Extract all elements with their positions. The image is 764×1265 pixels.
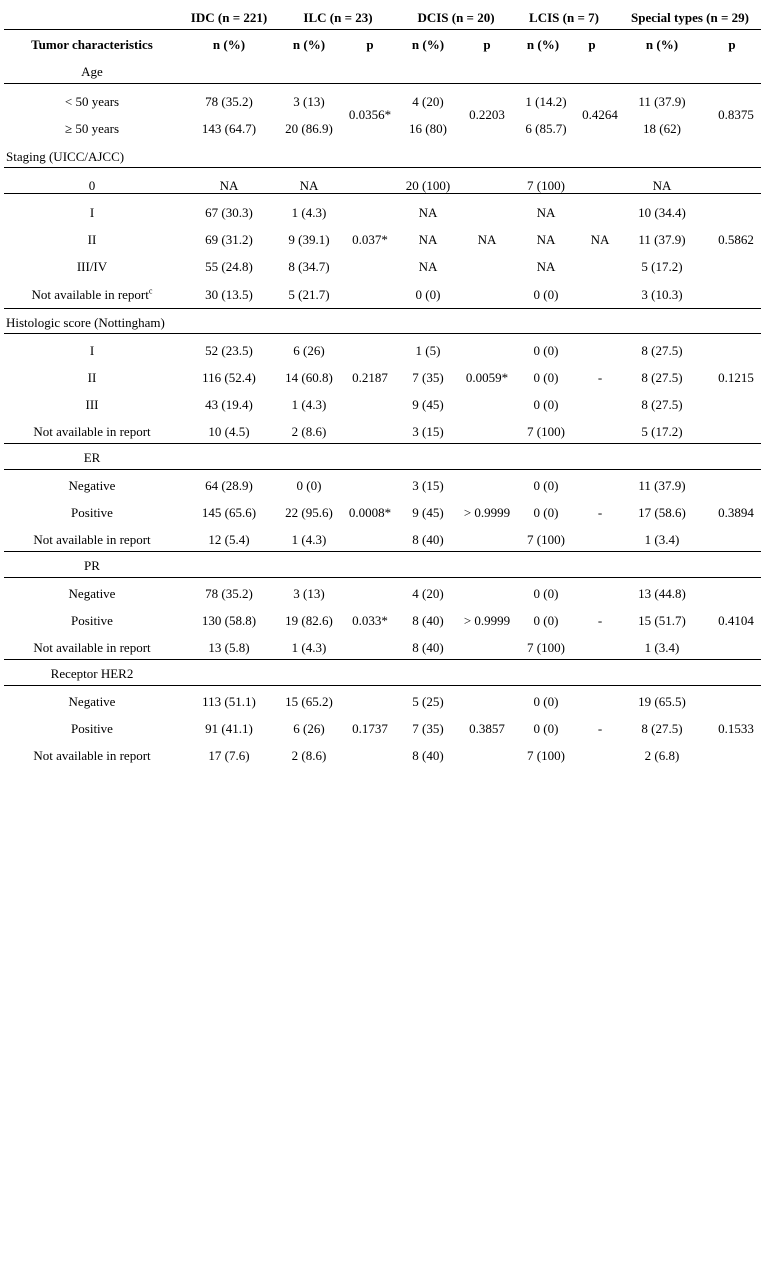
cell: 145 (65.6)	[201, 505, 257, 520]
section-staging	[4, 145, 761, 169]
p-value: -	[597, 721, 603, 736]
cell: 113 (51.1)	[202, 694, 256, 709]
cell: 5 (17.2)	[641, 259, 683, 274]
section-histologic	[4, 311, 761, 335]
p-value: 0.2187	[352, 370, 388, 385]
cell: 6 (26)	[293, 721, 325, 736]
row-label	[4, 280, 180, 310]
row-label: III	[85, 397, 99, 412]
cell: 0 (0)	[296, 478, 322, 493]
cell: NA	[219, 178, 239, 193]
cell: NA	[418, 232, 438, 247]
cell: 0 (0)	[533, 287, 559, 302]
cell: 4 (20)	[412, 586, 444, 601]
row-label-text: Not available in report	[31, 287, 149, 302]
cell: 130 (58.8)	[201, 613, 257, 628]
cell: 0 (0)	[533, 505, 559, 520]
cell: 10 (34.4)	[638, 205, 686, 220]
cell: NA	[536, 259, 556, 274]
p-value: 0.3857	[469, 721, 505, 736]
section-title: Age	[81, 64, 103, 79]
cell: 3 (10.3)	[641, 287, 683, 302]
rule	[4, 551, 761, 552]
cell: 3 (15)	[412, 424, 444, 439]
cell: 7 (35)	[412, 721, 444, 736]
cell: 1 (3.4)	[644, 640, 680, 655]
cell: 69 (31.2)	[205, 232, 253, 247]
cell: 16 (80)	[409, 121, 447, 136]
row-label: Positive	[71, 505, 113, 520]
table-row	[4, 526, 761, 553]
section-title: PR	[84, 558, 100, 573]
table-row	[4, 199, 761, 226]
cell: 20 (86.9)	[285, 121, 333, 136]
col-dcis-p: p	[483, 37, 491, 52]
table-row	[4, 742, 761, 769]
cell: 0 (0)	[533, 613, 559, 628]
cell: 17 (58.6)	[638, 505, 686, 520]
cell: 3 (13)	[293, 94, 325, 109]
row-label: Not available in report	[33, 532, 151, 547]
cell: 1 (5)	[415, 343, 441, 358]
cell: 9 (39.1)	[288, 232, 330, 247]
cell: 8 (27.5)	[641, 343, 683, 358]
cell: 5 (21.7)	[288, 287, 330, 302]
cell: 78 (35.2)	[205, 94, 253, 109]
col-special-npct: n (%)	[645, 37, 679, 52]
section-title: Staging (UICC/AJCC)	[6, 149, 125, 164]
cell: 8 (40)	[412, 640, 444, 655]
row-label: Positive	[71, 721, 113, 736]
cell: 6 (85.7)	[525, 121, 567, 136]
cell: 2 (8.6)	[291, 424, 327, 439]
p-value: 0.037*	[352, 232, 388, 247]
cell: 18 (62)	[643, 121, 681, 136]
cell: 13 (5.8)	[208, 640, 250, 655]
cell: 11 (37.9)	[638, 478, 686, 493]
cell: 5 (25)	[412, 694, 444, 709]
p-value: > 0.9999	[463, 613, 511, 628]
cell: 9 (45)	[412, 397, 444, 412]
cell: 4 (20)	[412, 94, 444, 109]
section-her2	[4, 662, 761, 686]
rule	[4, 659, 761, 660]
cell: 2 (8.6)	[291, 748, 327, 763]
cell: 13 (44.8)	[638, 586, 686, 601]
cell: NA	[299, 178, 319, 193]
group-lcis: LCIS (n = 7)	[529, 10, 599, 25]
row-label: II	[87, 370, 97, 385]
column-header-row	[4, 30, 761, 60]
cell: 7 (100)	[527, 748, 565, 763]
table-row	[4, 499, 761, 526]
section-title: Receptor HER2	[50, 666, 134, 681]
row-label: I	[89, 343, 95, 358]
table-row	[4, 715, 761, 742]
cell: 0 (0)	[533, 586, 559, 601]
cell: NA	[418, 205, 438, 220]
cell: 7 (100)	[527, 640, 565, 655]
cell: 1 (4.3)	[291, 397, 327, 412]
p-value: -	[597, 505, 603, 520]
cell: 11 (37.9)	[638, 94, 686, 109]
cell: 52 (23.5)	[205, 343, 253, 358]
cell: 55 (24.8)	[205, 259, 253, 274]
cell: 9 (45)	[412, 505, 444, 520]
table-row	[4, 607, 761, 634]
p-value: 0.0008*	[348, 505, 392, 520]
row-label: < 50 years	[64, 94, 120, 109]
cell: 3 (13)	[293, 586, 325, 601]
rule	[4, 333, 761, 334]
p-value: 0.1737	[352, 721, 388, 736]
p-value: 0.1533	[718, 721, 754, 736]
section-title: Histologic score (Nottingham)	[6, 315, 165, 330]
group-dcis: DCIS (n = 20)	[417, 10, 495, 25]
cell: 1 (14.2)	[525, 94, 567, 109]
cell: 143 (64.7)	[201, 121, 257, 136]
table-row	[4, 634, 761, 661]
cell: 2 (6.8)	[644, 748, 680, 763]
section-pr	[4, 554, 761, 578]
p-value: -	[597, 613, 603, 628]
rule	[4, 443, 761, 444]
cell: 11 (37.9)	[638, 232, 686, 247]
p-value: 0.0059*	[465, 370, 509, 385]
p-value: > 0.9999	[463, 505, 511, 520]
cell: 7 (100)	[527, 178, 565, 193]
col-lcis-npct: n (%)	[526, 37, 560, 52]
p-value: 0.4104	[718, 613, 754, 628]
p-value: 0.2203	[469, 107, 505, 122]
cell: 17 (7.6)	[208, 748, 250, 763]
p-value: 0.5862	[718, 232, 754, 247]
p-value: NA	[590, 232, 610, 247]
cell: 8 (27.5)	[641, 370, 683, 385]
cell: 0 (0)	[533, 397, 559, 412]
row-label: Negative	[68, 586, 116, 601]
row-label: Not available in report	[33, 748, 151, 763]
table-row	[4, 280, 761, 310]
group-header-row	[4, 6, 761, 30]
cell: 1 (4.3)	[291, 532, 327, 547]
cell: 64 (28.9)	[205, 478, 253, 493]
cell: 0 (0)	[415, 287, 441, 302]
p-value: 0.033*	[352, 613, 388, 628]
cell: 30 (13.5)	[205, 287, 253, 302]
section-er	[4, 446, 761, 470]
cell: 0 (0)	[533, 370, 559, 385]
footnote-marker: c	[148, 286, 153, 296]
col-dcis-npct: n (%)	[411, 37, 445, 52]
cell: 19 (65.5)	[638, 694, 686, 709]
rule	[4, 83, 761, 84]
table-row	[4, 688, 761, 715]
cell: 19 (82.6)	[285, 613, 333, 628]
rule	[4, 469, 761, 470]
row-label: II	[87, 232, 97, 247]
cell: 0 (0)	[533, 721, 559, 736]
rule	[4, 685, 761, 686]
cell: 14 (60.8)	[285, 370, 333, 385]
table-row	[4, 391, 761, 418]
cell: 12 (5.4)	[208, 532, 250, 547]
col-tumor-characteristics: Tumor characteristics	[31, 37, 153, 52]
row-label: Negative	[68, 478, 116, 493]
cell: NA	[652, 178, 672, 193]
row-label: Not available in report	[33, 640, 151, 655]
table-row	[4, 364, 761, 391]
cell: 8 (40)	[412, 532, 444, 547]
cell: 8 (27.5)	[641, 397, 683, 412]
cell: 8 (40)	[412, 748, 444, 763]
col-ilc-npct: n (%)	[292, 37, 326, 52]
cell: 7 (35)	[412, 370, 444, 385]
cell: 22 (95.6)	[285, 505, 333, 520]
cell: 91 (41.1)	[205, 721, 253, 736]
rule	[4, 577, 761, 578]
cell: 8 (40)	[412, 613, 444, 628]
row-label: I	[89, 205, 95, 220]
table-row	[4, 172, 761, 199]
p-value: 0.1215	[718, 370, 754, 385]
table-row	[4, 472, 761, 499]
table-row	[4, 226, 761, 253]
cell: 15 (65.2)	[285, 694, 333, 709]
p-value: 0.4264	[582, 107, 618, 122]
cell: NA	[418, 259, 438, 274]
col-special-p: p	[728, 37, 736, 52]
cell: 1 (3.4)	[644, 532, 680, 547]
row-label: Not available in report	[33, 424, 151, 439]
p-value: 0.8375	[718, 107, 754, 122]
cell: 20 (100)	[405, 178, 451, 193]
cell: 1 (4.3)	[291, 640, 327, 655]
table-row	[4, 580, 761, 607]
cell: 8 (34.7)	[288, 259, 330, 274]
cell: 8 (27.5)	[641, 721, 683, 736]
col-idc-npct: n (%)	[212, 37, 246, 52]
row-label: Positive	[71, 613, 113, 628]
section-title: ER	[83, 450, 101, 465]
cell: 3 (15)	[412, 478, 444, 493]
cell: 6 (26)	[293, 343, 325, 358]
cell: 5 (17.2)	[641, 424, 683, 439]
cell: 7 (100)	[527, 424, 565, 439]
cell: 0 (0)	[533, 478, 559, 493]
group-idc: IDC (n = 221)	[190, 10, 268, 25]
cell: 0 (0)	[533, 694, 559, 709]
col-lcis-p: p	[588, 37, 596, 52]
section-age	[4, 60, 761, 84]
row-label: 0	[88, 178, 96, 193]
cell: 15 (51.7)	[638, 613, 686, 628]
row-label: ≥ 50 years	[64, 121, 120, 136]
p-value: -	[597, 370, 603, 385]
cell: 116 (52.4)	[202, 370, 256, 385]
table-row	[4, 253, 761, 280]
group-special: Special types (n = 29)	[631, 10, 749, 25]
p-value: 0.3894	[718, 505, 754, 520]
cell: 78 (35.2)	[205, 586, 253, 601]
cell: 43 (19.4)	[205, 397, 253, 412]
col-ilc-p: p	[366, 37, 374, 52]
group-ilc: ILC (n = 23)	[303, 10, 373, 25]
cell: 7 (100)	[527, 532, 565, 547]
cell: 67 (30.3)	[205, 205, 253, 220]
cell: NA	[536, 232, 556, 247]
rule	[4, 308, 761, 309]
table-row	[4, 337, 761, 364]
table-row	[4, 115, 761, 142]
row-label: III/IV	[76, 259, 108, 274]
cell: NA	[536, 205, 556, 220]
table-row	[4, 418, 761, 445]
table-row	[4, 88, 761, 122]
p-value: 0.0356*	[348, 107, 392, 122]
p-value: NA	[477, 232, 497, 247]
cell: 10 (4.5)	[208, 424, 250, 439]
cell: 0 (0)	[533, 343, 559, 358]
data-table	[4, 6, 761, 769]
cell: 1 (4.3)	[291, 205, 327, 220]
row-label: Negative	[68, 694, 116, 709]
